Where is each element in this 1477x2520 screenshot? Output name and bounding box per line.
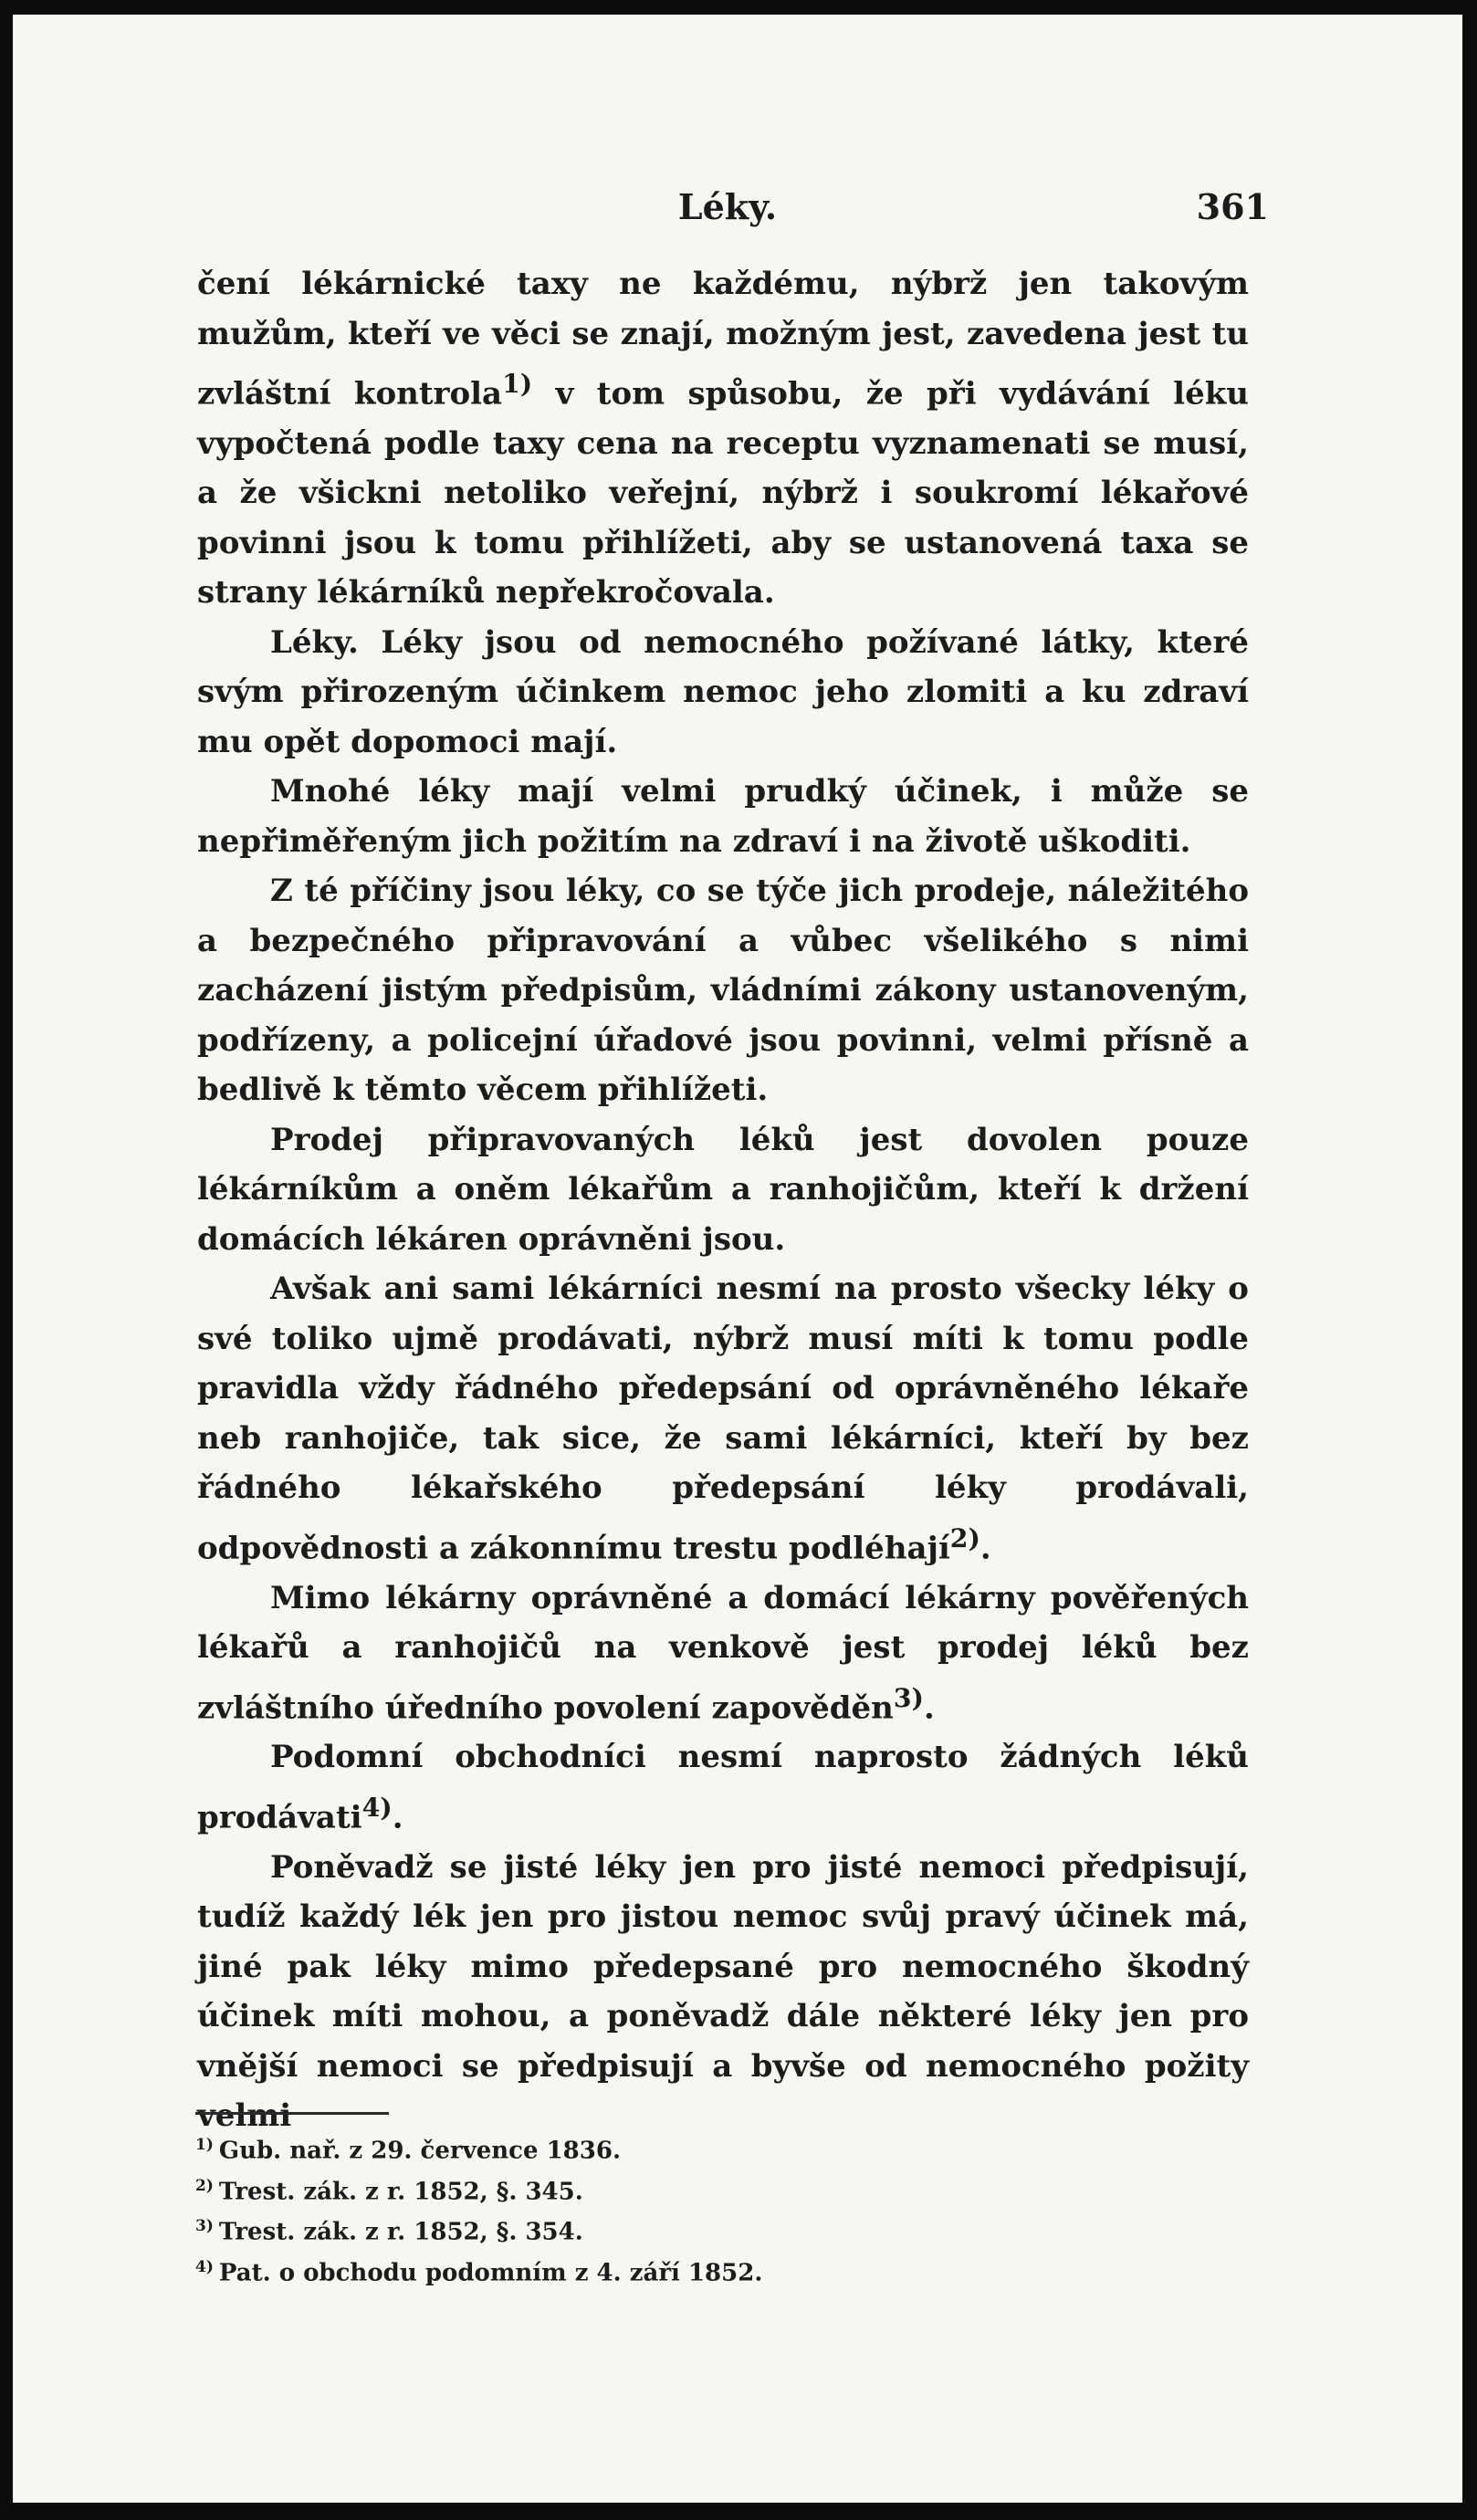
paragraph <box>197 767 1249 866</box>
section-term: Léky. <box>270 623 359 661</box>
paragraph <box>197 1574 1249 1733</box>
paragraph-text: čení lékárnické taxy ne každému, nýbrž jen takovým mužům, kteří ve věci se znají, možným jest, zavedena jest tu zvláštní kontrola <box>197 266 1249 413</box>
paragraph <box>197 618 1249 768</box>
footnote-separator <box>195 2112 389 2115</box>
paragraph-text: . <box>923 1689 935 1726</box>
paragraph <box>197 1843 1249 2141</box>
paragraph-text: Avšak ani sami lékárníci nesmí na prosto všecky léky o své toliko ujmě prodávati, nýbrž musí míti k tomu podle pravidla vždy řádného předepsání od oprávněného lékaře neb ranhojiče, tak sice, že sami lékárníci, kteří by bez řádného lékařského předepsání léky prodávali, odpovědnosti a zákonnímu trestu podléhají <box>197 1270 1249 1567</box>
page-number: 361 <box>1196 186 1269 227</box>
paragraph-text: Mnohé léky mají velmi prudký účinek, i může se nepřiměřeným jich požitím na zdraví i na životě uškoditi. <box>197 773 1249 860</box>
book-page <box>13 15 1462 2503</box>
footnotes <box>195 2128 1108 2291</box>
paragraph-text: Podomní obchodníci nesmí naprosto žádných léků prodávati <box>197 1739 1249 1836</box>
footnote-text: Pat. o obchodu podomním z 4. září 1852. <box>218 2259 763 2287</box>
paragraph-text: Poněvadž se jisté léky jen pro jisté nemoci předpisují, tudíž každý lék jen pro jistou nemoc svůj pravý účinek má, jiné pak léky mimo předepsané pro nemocného škodný účinek míti mohou, a poněvadž dále některé léky jen pro vnější nemoci se předpisují a byvše od nemocného požity velmi <box>197 1848 1249 2135</box>
footnote-mark: 2) <box>195 2176 214 2195</box>
paragraph-text: Mimo lékárny oprávněné a domácí lékárny pověřených lékařů a ranhojičů na venkově jest prodej léků bez zvláštního úředního povolení zapověděn <box>197 1579 1249 1726</box>
footnote-reference: 2) <box>949 1521 980 1553</box>
paragraph-text: Z té příčiny jsou léky, co se týče jich prodeje, náležitého a bezpečného připravování a vůbec všelikého s nimi zacházení jistým předpisům, vládními zákony ustanoveným, podřízeny, a policejní úřadové jsou povinni, velmi přísně a bedlivě k těmto věcem přihlížeti. <box>197 873 1249 1109</box>
paragraph <box>197 259 1249 618</box>
paragraph <box>197 866 1249 1115</box>
paragraph-text: . <box>979 1530 991 1567</box>
footnote <box>195 2169 1108 2210</box>
footnote-reference: 3) <box>893 1681 924 1713</box>
footnote-mark: 3) <box>195 2217 214 2236</box>
footnote-mark: 1) <box>195 2136 214 2154</box>
paragraph <box>197 1264 1249 1573</box>
page-header <box>186 186 1269 241</box>
footnote-text: Trest. zák. z r. 1852, §. 345. <box>218 2178 583 2206</box>
paragraph-text: Prodej připravovaných léků jest dovolen pouze lékárníkům a oněm lékařům a ranhojičům, kteří k držení domácích lékáren oprávněni jsou. <box>197 1121 1249 1258</box>
footnote-text: Trest. zák. z r. 1852, §. 354. <box>218 2218 583 2246</box>
footnote-reference: 4) <box>361 1791 393 1823</box>
body-text <box>197 259 1249 2141</box>
running-title: Léky. <box>677 186 778 227</box>
footnote-text: Gub. nař. z 29. července 1836. <box>218 2137 621 2165</box>
paragraph <box>197 1115 1249 1265</box>
footnote <box>195 2209 1108 2250</box>
paragraph-text: v tom spůsobu, že při vydávání léku vypočtená podle taxy cena na receptu vyznamenati se musí, a že všickni netoliko veřejní, nýbrž i soukromí lékařové povinni jsou k tomu přihlížeti, aby se ustanovená taxa se strany lékárníků nepřekročovala. <box>197 375 1249 612</box>
footnote-mark: 4) <box>195 2257 214 2276</box>
footnote <box>195 2250 1108 2291</box>
paragraph-text: Léky jsou od nemocného požívané látky, které svým přirozeným účinkem nemoc jeho zlomiti a ku zdraví mu opět dopomoci mají. <box>197 623 1249 760</box>
paragraph <box>197 1732 1249 1842</box>
footnote <box>195 2128 1108 2169</box>
paragraph-text: . <box>392 1799 403 1836</box>
footnote-reference: 1) <box>502 368 533 399</box>
